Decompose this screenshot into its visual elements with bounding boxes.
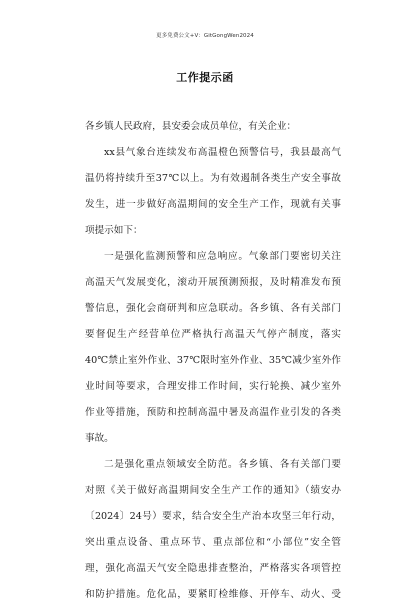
paragraph-line: 40℃禁止室外作业、37℃限时室外作业、35℃减少室外作: [85, 355, 341, 366]
paragraph-line: 项提示如下：: [85, 225, 143, 236]
paragraph-line: 理，强化高温天气安全隐患排查整治，严格落实各项管控: [85, 563, 341, 574]
salutation: 各乡镇人民政府，县安委会成员单位，有关企业：: [85, 121, 297, 132]
paragraph-line: 二是强化重点领域安全防范。各乡镇、各有关部门要: [104, 459, 341, 470]
paragraph-line: 作业等措施，预防和控制高温中暑及高温作业引发的各类: [85, 407, 341, 418]
paragraph-monitoring: [85, 244, 341, 452]
paragraph-line: 高温天气发展变化，滚动开展预测预报，及时精准发布预: [85, 277, 341, 288]
paragraph-intro: [85, 140, 341, 244]
document-body: [85, 114, 341, 608]
header-note: 更多免费公文+V：GitGongWen2024: [156, 33, 254, 39]
paragraph-line: 业时间等要求，合理安排工作时间，实行轮换、减少室外: [85, 381, 341, 392]
paragraph-line: 和防护措施。危化品，要紧盯检维修、开停车、动火、受: [85, 589, 341, 600]
document-title: 工作提示函: [176, 71, 234, 84]
paragraph-line: 对照《关于做好高温期间安全生产工作的通知》（绩安办: [85, 485, 341, 496]
paragraph-line: xx县气象台连续发布高温橙色预警信号，我县最高气: [104, 147, 341, 158]
paragraph-line: 发生，进一步做好高温期间的安全生产工作，现就有关事: [85, 199, 341, 210]
paragraph-line: 要督促生产经营单位严格执行高温天气停产制度，落实: [85, 329, 341, 340]
paragraph-line: 〔2024〕24号）要求，结合安全生产治本攻坚三年行动，: [85, 511, 341, 522]
paragraph-line: 事故。: [85, 433, 114, 444]
paragraph-line: 警信息，强化会商研判和应急联动。各乡镇、各有关部门: [85, 303, 341, 314]
paragraph-key-areas: [85, 452, 341, 608]
paragraph-line: 一是强化监测预警和应急响应。气象部门要密切关注: [104, 251, 341, 262]
paragraph-line: 温仍将持续升至37℃以上。为有效遏制各类生产安全事故: [85, 173, 341, 184]
paragraph-line: 突出重点设备、重点环节、重点部位和“小部位”安全管: [85, 537, 341, 548]
